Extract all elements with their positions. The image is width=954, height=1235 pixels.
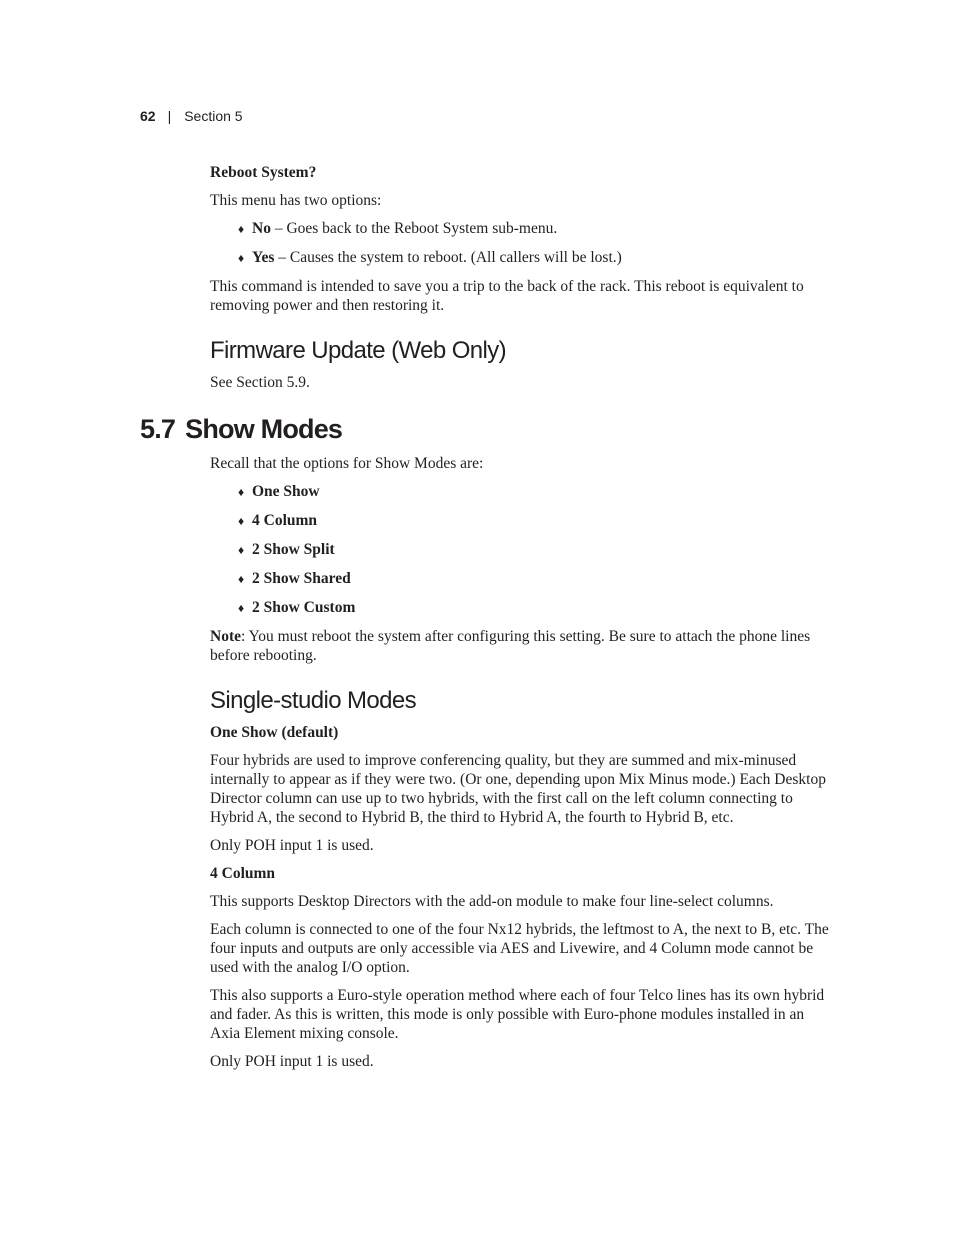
diamond-bullet-icon: ♦ (238, 601, 245, 615)
mode-name: 2 Show Custom (252, 599, 356, 616)
mode-name: 2 Show Split (252, 541, 335, 558)
reboot-note: This command is intended to save you a trip to the back of the rack. This reboot is equivalent to removing power and then restoring it. (210, 278, 804, 314)
diamond-bullet-icon: ♦ (238, 572, 245, 586)
running-header (140, 108, 243, 124)
mode-name: 2 Show Shared (252, 570, 351, 587)
mode-name: One Show (252, 483, 320, 500)
reboot-intro: This menu has two options: (210, 192, 382, 209)
diamond-bullet-icon: ♦ (238, 543, 245, 557)
show-modes-intro: Recall that the options for Show Modes are: (210, 455, 484, 472)
firmware-heading: Firmware Update (Web Only) (210, 337, 507, 364)
list-item (238, 248, 836, 268)
list-item (238, 540, 836, 560)
body-text (140, 163, 836, 1080)
note-text: : You must reboot the system after configuring this setting. Be sure to attach the phone lines before rebooting. (210, 628, 811, 664)
single-studio-heading: Single-studio Modes (210, 687, 417, 714)
show-modes-list (210, 482, 836, 618)
option-term: No (252, 220, 271, 237)
diamond-bullet-icon: ♦ (238, 514, 245, 528)
diamond-bullet-icon: ♦ (238, 222, 245, 236)
list-item (238, 511, 836, 531)
four-column-label: 4 Column (210, 865, 276, 882)
list-item (238, 482, 836, 502)
one-show-poh: Only POH input 1 is used. (210, 837, 374, 854)
reboot-system-label: Reboot System? (210, 164, 317, 181)
firmware-text: See Section 5.9. (210, 374, 310, 391)
four-column-p2: Each column is connected to one of the four Nx12 hybrids, the leftmost to A, the next to B, etc. The four inputs and outputs are only accessible via AES and Livewire, and 4 Column mode cannot be used with the analog I/O option. (210, 921, 829, 976)
list-item (238, 219, 836, 239)
note-label: Note (210, 628, 241, 645)
option-desc: – Causes the system to reboot. (All callers will be lost.) (274, 249, 622, 266)
show-modes-note (210, 627, 836, 665)
one-show-text: Four hybrids are used to improve conferencing quality, but they are summed and mix-minused internally to appear as if they were two. (Or one, depending upon Mix Minus mode.) Each Desktop Director column can use up to two hybrids, with the first call on the left column connecting to Hybrid A, the second to Hybrid B, the third to Hybrid A, the fourth to Hybrid B, etc. (210, 752, 826, 826)
page-number: 62 (140, 108, 156, 124)
diamond-bullet-icon: ♦ (238, 485, 245, 499)
section-label: Section 5 (184, 108, 243, 124)
list-item (238, 569, 836, 589)
four-column-p1: This supports Desktop Directors with the add-on module to make four line-select columns. (210, 893, 774, 910)
four-column-p3: This also supports a Euro-style operation method where each of four Telco lines has its own hybrid and fader. As this is written, this mode is only possible with Euro-phone modules installed in an Axia Element mixing console. (210, 987, 825, 1042)
list-item (238, 598, 836, 618)
option-desc: – Goes back to the Reboot System sub-menu. (270, 220, 558, 237)
header-separator: | (167, 108, 172, 124)
mode-name: 4 Column (252, 512, 318, 529)
diamond-bullet-icon: ♦ (238, 251, 245, 265)
section-number: 5.7 (140, 414, 176, 444)
option-term: Yes (252, 249, 275, 266)
section-heading (140, 414, 766, 444)
one-show-label: One Show (default) (210, 724, 339, 741)
reboot-options-list (210, 219, 836, 268)
section-title: Show Modes (185, 414, 343, 444)
four-column-poh: Only POH input 1 is used. (210, 1053, 374, 1070)
